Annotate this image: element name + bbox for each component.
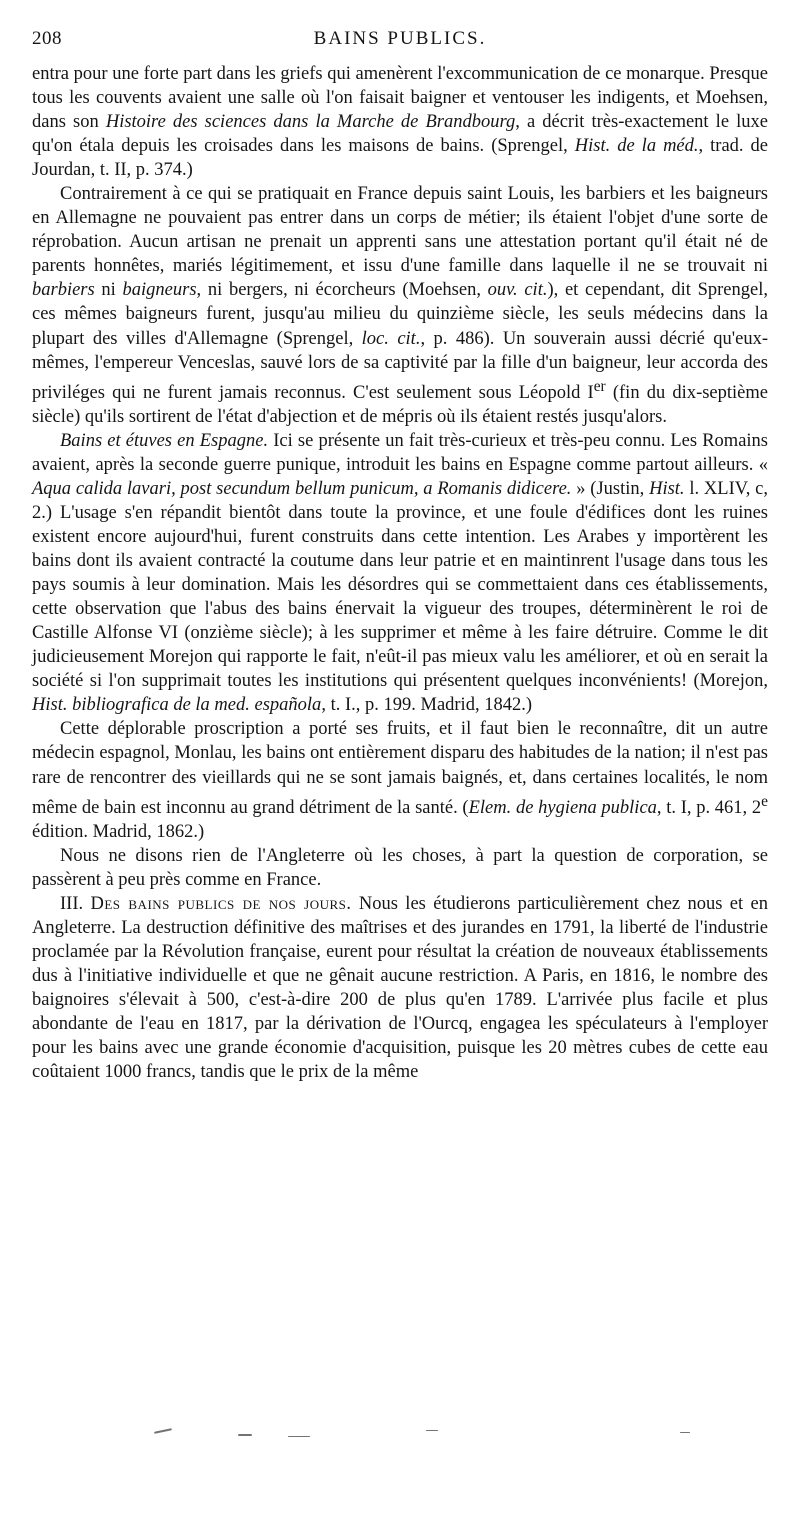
text-run: l. XLIV, c, 2.) L'usage s'en répandit bientôt dans toute la province, et une foule d'édifices dont les ruines existent encore aujourd'hui, furent construits dans cette intention. Les Arabes y importèrent les bains dont ils avaient contracté la coutume dans leur patrie et en maintinrent l'usage dans tous les pays soumis à leur domination. Mais les désordres qui se commettaient dans ces établissements, cette observation que l'abus des bains énervait la vigueur des troupes, déterminèrent le roi de Castille Alfonse VI (onzième siècle); à les supprimer et même à les faire détruire. Comme le dit judicieusement Morejon qui rapporte le fait, n'eût-il pas mieux valu les améliorer, et où en serait la société si l'on supprimait toutes les institutions qui présentent quelques inconvénients! (Morejon, [32, 478, 768, 692]
italic-run: loc. cit. [361, 328, 421, 349]
section-heading: Des bains publics de nos jours. [90, 893, 352, 914]
scan-smudge [288, 1436, 310, 1437]
italic-run: Elem. de hygiena publica [468, 797, 657, 818]
italic-run: baigneurs [122, 280, 197, 301]
text-run: ni [94, 280, 123, 301]
latin-quote: Aqua calida lavari, post secundum bellum punicum, a Romanis didicere. [32, 478, 572, 499]
page-header [32, 28, 768, 54]
text-run: , t. I., p. 199. Madrid, 1842.) [321, 695, 532, 716]
scan-smudge [426, 1430, 438, 1431]
paragraph-2 [32, 182, 768, 429]
scan-artifacts [140, 1418, 700, 1448]
scan-smudge [238, 1434, 252, 1436]
book-page [32, 28, 768, 1084]
italic-run: Hist. [649, 478, 685, 499]
superscript: er [593, 377, 606, 395]
text-run: ), et cependant, dit Sprengel, ces mêmes baigneurs furent, jusqu'au milieu du quinzième siècle, les seuls médecins dans la plupart des villes d'Allemagne (Sprengel, [32, 280, 768, 349]
italic-run: Hist. bibliografica de la med. española [32, 695, 322, 716]
italic-run: ouv. cit. [487, 280, 548, 301]
text-run: Nous les étudierons particulièrement chez nous et en Angleterre. La destruction définitive des maîtrises et des jurandes en 1791, la liberté de l'industrie proclamée par la Révolution française, eurent pour résultat la création de nouveaux établissements dus à l'initiative individuelle et que ne gênait aucune restriction. A Paris, en 1816, le nombre des baignoires s'élevait à 500, c'est-à-dire 200 de plus qu'en 1789. L'arrivée plus facile et plus abondante de l'eau en 1817, par la dérivation de l'Ourcq, engagea les spéculateurs à l'employer pour les bains avec une grande économie d'acquisition, puisque les 20 mètres cubes de cette eau coûtaient 1000 francs, tandis que le prix de la même [32, 893, 768, 1083]
italic-run: Hist. de la méd. [574, 136, 699, 157]
text-run: Cette déplorable proscription a porté ses fruits, et il faut bien le reconnaître, dit un autre médecin espagnol, Monlau, les bains ont entièrement disparu des habitudes de la nation; il n'est pas rare de rencontrer des vieillards qui ne se sont jamais baignés, et, dans certaines localités, le nom même de bain est inconnu au grand détriment de la santé. ( [32, 719, 768, 818]
text-run: , t. I, p. 461, 2 [656, 797, 762, 818]
text-run: , ni bergers, ni écorcheurs (Moehsen, [196, 280, 488, 301]
text-run: édition. Madrid, 1862.) [32, 821, 205, 842]
text-run: » (Justin, [571, 478, 650, 499]
text-run: , p. 486). Un souverain aussi décrié qu'eux-mêmes, l'empereur Venceslas, sauvé lors de sa captivité par la fille d'un baigneur, leur accorda des priviléges qui ne furent jamais reconnus. C'est seulement sous Léopold I [32, 328, 769, 403]
paragraph-4 [32, 717, 768, 843]
text-run: entra pour une forte part dans les griefs qui amenèrent l'excommunication de ce monarque. Presque tous les couvents avaient une salle où l'on faisait baigner et ventouser les indigents, et Moehsen, dans son [32, 64, 768, 133]
italic-run: Histoire des sciences dans la Marche de Brandbourg [105, 112, 516, 133]
superscript: e [761, 792, 768, 810]
body-text [32, 62, 768, 1084]
text-run: , trad. de Jourdan, t. II, p. 374.) [32, 136, 769, 181]
running-title: BAINS PUBLICS. [313, 28, 487, 49]
text-run: (fin du dix-septième siècle) qu'ils sortirent de l'état d'abjection et de mépris où ils étaient restés jusqu'alors. [32, 382, 768, 427]
scan-smudge [680, 1432, 690, 1433]
paragraph-1 [32, 62, 768, 182]
text-run: Ici se présente un fait très-curieux et très-peu connu. Les Romains avaient, après la seconde guerre punique, introduit les bains en Espagne comme partout ailleurs. « [32, 430, 768, 475]
section-subheading: Bains et étuves en Espagne. [60, 430, 269, 451]
paragraph-6 [32, 892, 768, 1084]
scan-smudge [154, 1428, 172, 1434]
section-number: III. [60, 893, 91, 914]
text-run: Nous ne disons rien de l'Angleterre où les choses, à part la question de corporation, se passèrent à peu près comme en France. [32, 845, 768, 890]
page-number: 208 [32, 28, 62, 49]
text-run: Contrairement à ce qui se pratiquait en France depuis saint Louis, les barbiers et les baigneurs en Allemagne ne pouvaient pas entrer dans un corps de métier; ils étaient l'objet d'une sorte de réprobation. Aucun artisan ne prenait un apprenti sans une attestation portant qu'il était né de parents honnêtes, mariés légitimement, et issu d'une famille dans laquelle il ne se trouvait ni [32, 184, 768, 277]
paragraph-5 [32, 844, 768, 892]
paragraph-3 [32, 429, 768, 718]
italic-run: barbiers [32, 280, 95, 301]
text-run: , a décrit très-exactement le luxe qu'on étala depuis les croisades dans les maisons de bains. (Sprengel, [32, 112, 768, 157]
